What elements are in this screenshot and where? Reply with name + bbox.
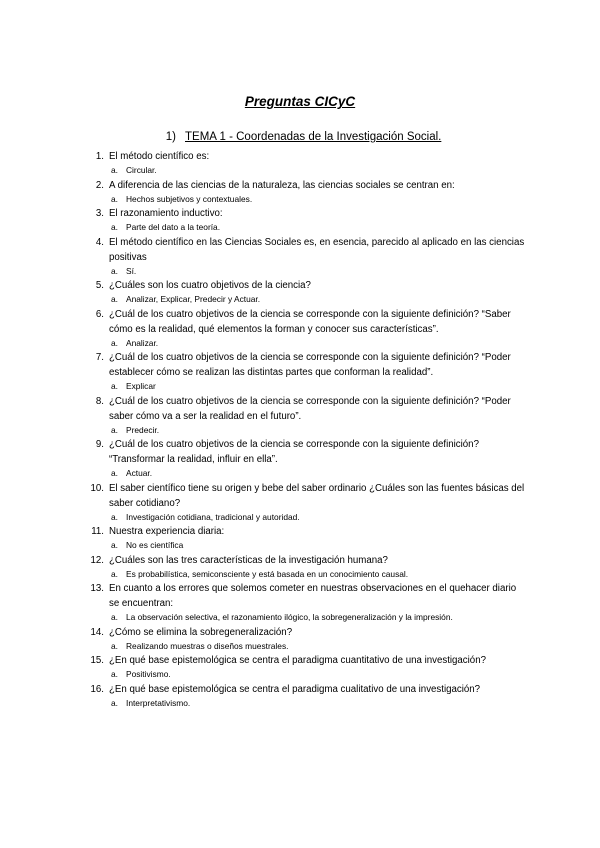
question-number: 1. [95,151,104,162]
answer-letter: a. [111,424,118,435]
question-item [88,278,528,307]
question-number: 12. [90,554,104,566]
question-item [88,682,528,711]
question-number: 2. [95,179,104,191]
question [88,682,528,697]
answer-text: Hechos subjetivos y contextuales. [126,193,253,204]
answer-text: Interpretativismo. [126,697,191,708]
answer-letter: a. [111,381,118,391]
question-number: 15. [90,655,104,666]
question-text: En cuanto a los errores que solemos cometer en nuestras observaciones en el quehacer diario se encuentran: [109,583,517,609]
answer [111,539,528,553]
document-title: Preguntas CICyC [244,94,356,109]
question [88,581,528,611]
answer-letter: a. [111,265,118,276]
answer-letter: a. [111,697,118,708]
question-text: ¿Cuáles son las tres características de la investigación humana? [109,554,388,566]
question [88,235,528,265]
question-item [88,149,528,178]
question [88,149,528,164]
answer-letter: a. [111,568,118,579]
question-text: A diferencia de las ciencias de la naturaleza, las ciencias sociales se centran en: [109,179,455,191]
answer-text: Realizando muestras o diseños muestrales. [126,640,289,651]
question-item [88,178,528,207]
answer-text: La observación selectiva, el razonamiento ilógico, la sobregeneralización y la impresión. [126,612,453,622]
question-text: El método científico es: [109,151,210,162]
answer [111,221,528,235]
answer-text: Analizar. [126,337,159,348]
answer [111,697,528,711]
question-number: 4. [95,236,104,248]
question [88,178,528,193]
section-number: 1) [165,131,176,143]
answer-text: Predecir. [126,424,160,435]
answer [111,193,528,207]
question-text: Nuestra experiencia diaria: [109,526,225,537]
question-text: ¿En qué base epistemológica se centra el paradigma cualitativo de una investigación? [109,683,481,695]
answer-letter: a. [111,165,118,175]
answer-letter: a. [111,540,118,550]
answer [111,511,528,525]
question-text: ¿Cuál de los cuatro objetivos de la ciencia se corresponde con la siguiente definición? “Transformar la realidad, influir en ella”. [109,439,479,465]
question-number: 14. [90,626,104,638]
answer-letter: a. [111,193,118,204]
question-item [88,350,528,394]
answer [111,424,528,438]
question-item [88,524,528,553]
question [88,653,528,668]
answer [111,611,528,625]
question-number: 3. [95,208,104,219]
question-item [88,394,528,438]
question-text: El método científico en las Ciencias Sociales es, en esencia, parecido al aplicado en las ciencias positivas [109,236,525,263]
answer-text: Actuar. [126,468,153,478]
question-item [88,437,528,481]
answer-text: Investigación cotidiana, tradicional y autoridad. [126,511,300,522]
answer-text: Explicar [126,381,156,391]
question-item [88,206,528,235]
question-item [88,235,528,279]
answer-letter: a. [111,669,118,679]
question-number: 7. [95,352,104,363]
question-text: ¿Cuál de los cuatro objetivos de la ciencia se corresponde con la siguiente definición? “Poder establecer cómo se realizan las distintas partes que conforman la realidad”. [109,352,511,378]
answer [111,467,528,481]
answer [111,640,528,654]
answer-letter: a. [111,337,118,348]
question [88,206,528,221]
question-item [88,625,528,654]
question-text: ¿Cuál de los cuatro objetivos de la ciencia se corresponde con la siguiente definición? “Saber cómo es la realidad, qué elementos la forman y conocer sus características”. [109,308,511,335]
answer-letter: a. [111,640,118,651]
question-item [88,553,528,582]
answer [111,568,528,582]
answer-letter: a. [111,468,118,478]
question-item [88,481,528,525]
question [88,481,528,511]
question [88,437,528,467]
question-text: ¿Cuáles son los cuatro objetivos de la ciencia? [109,280,311,291]
question [88,524,528,539]
answer-text: Es probabilística, semiconsciente y está basada en un conocimiento causal. [126,568,409,579]
question-item [88,653,528,682]
question [88,394,528,424]
question-list [88,149,528,710]
answer-letter: a. [111,222,118,232]
question-text: ¿Cuál de los cuatro objetivos de la ciencia se corresponde con la siguiente definición? “Poder saber cómo va a ser la realidad en el futuro”. [109,395,511,422]
answer [111,293,528,307]
answer-text: Sí. [126,265,137,276]
question-number: 13. [90,583,104,594]
question-number: 9. [95,439,104,450]
answer-text: Positivismo. [126,669,171,679]
answer-letter: a. [111,294,118,304]
answer [111,380,528,394]
answer-text: Analizar, Explicar, Predecir y Actuar. [126,294,261,304]
question-text: ¿En qué base epistemológica se centra el paradigma cuantitativo de una investigación? [109,655,486,666]
question-text: ¿Cómo se elimina la sobregeneralización? [109,626,293,638]
answer-text: Parte del dato a la teoría. [126,222,221,232]
question-number: 11. [91,526,104,537]
answer-text: No es científica [126,540,184,550]
question-number: 8. [95,395,104,407]
question-number: 6. [95,308,104,320]
question-number: 5. [95,280,104,291]
question-number: 16. [90,683,104,695]
section-label: TEMA 1 - Coordenadas de la Investigación Social. [185,131,442,143]
section-heading [150,131,480,143]
answer-letter: a. [111,612,118,622]
question [88,553,528,568]
answer [111,164,528,178]
question [88,307,528,337]
question-item [88,581,528,625]
question-number: 10. [90,482,104,494]
answer [111,668,528,682]
question-item [88,307,528,351]
question [88,625,528,640]
answer-text: Circular. [126,165,157,175]
answer [111,337,528,351]
question-text: El razonamiento inductivo: [109,208,223,219]
question [88,278,528,293]
question [88,350,528,380]
question-text: El saber científico tiene su origen y bebe del saber ordinario ¿Cuáles son las fuentes básicas del saber cotidiano? [109,482,525,509]
answer-letter: a. [111,511,118,522]
answer [111,265,528,279]
